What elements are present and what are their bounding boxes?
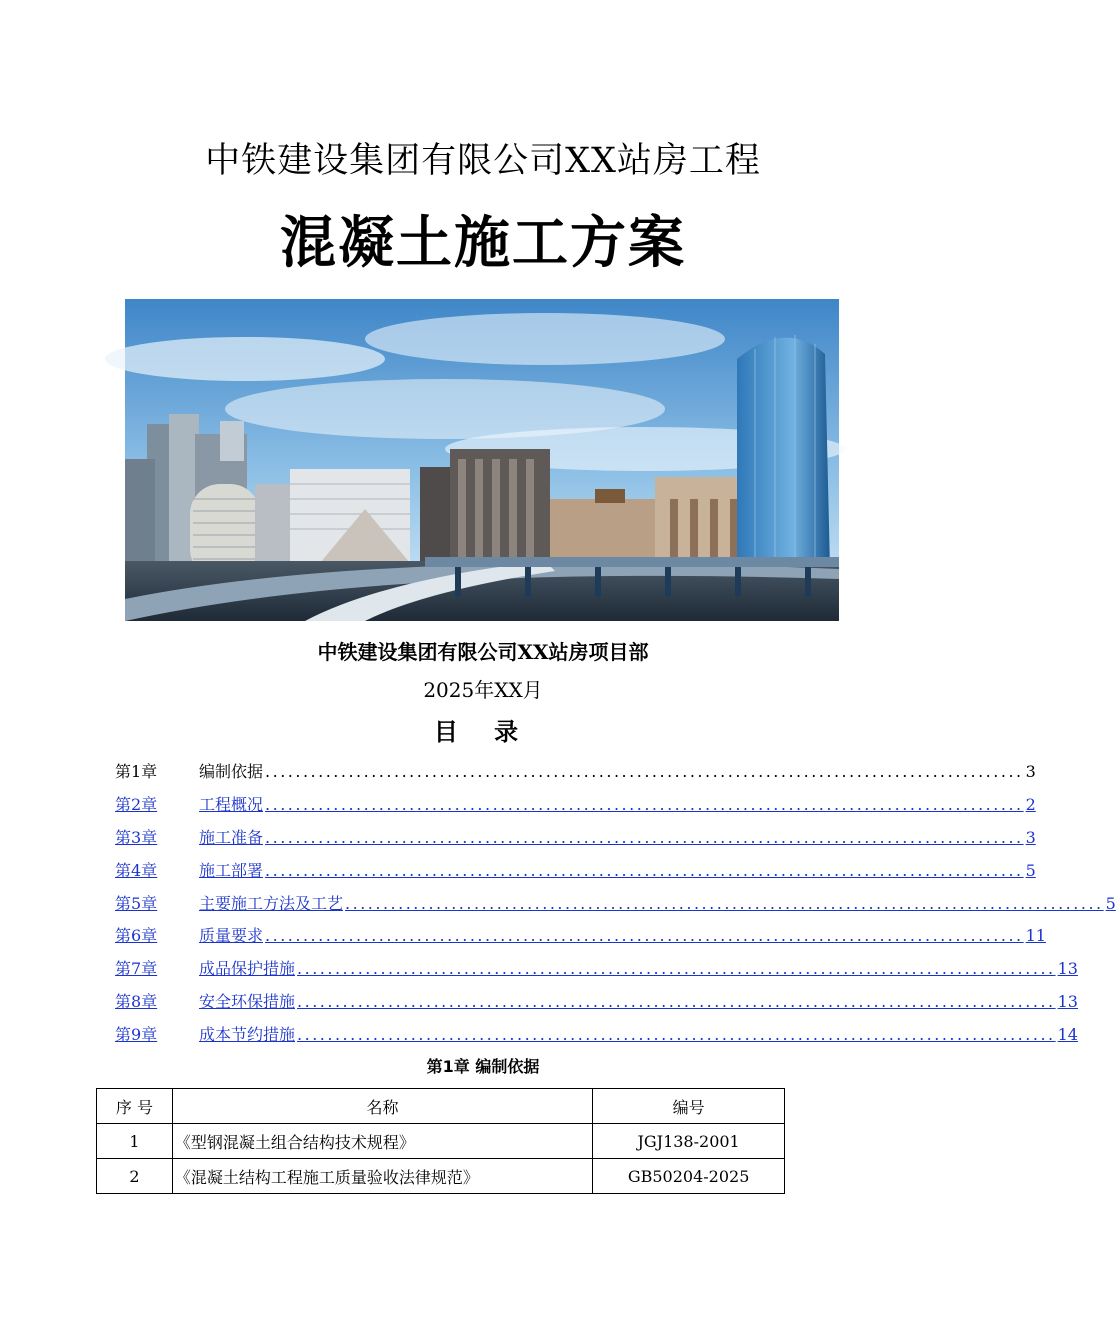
standard-name: 《混凝土结构工程施工质量验收法律规范》 [172, 1159, 592, 1194]
toc-page-number: 14 [1057, 1025, 1078, 1045]
toc-entry-name: 成品保护措施 [199, 959, 296, 979]
toc-entry-name: 安全环保措施 [199, 992, 296, 1012]
standard-code: JGJ138-2001 [593, 1124, 785, 1159]
standard-name: 《型钢混凝土组合结构技术规程》 [172, 1124, 592, 1159]
standard-code: GB50204-2025 [593, 1159, 785, 1194]
toc-entry-name: 施工部署 [199, 860, 264, 880]
column-header-name: 名称 [172, 1089, 592, 1124]
toc-page-number: 5 [1105, 893, 1116, 913]
toc-leader: .................................................................................................... [297, 992, 1056, 1012]
table-header-row [97, 1089, 785, 1124]
reference-standards-table [96, 1088, 785, 1194]
toc-chapter: 第6章 [115, 926, 158, 946]
toc-chapter: 第9章 [115, 1025, 158, 1045]
toc-entry[interactable] [115, 856, 1036, 889]
column-header-index: 序 号 [97, 1089, 173, 1124]
row-index: 1 [97, 1124, 173, 1159]
toc-chapter: 第5章 [115, 893, 158, 913]
toc-entry[interactable] [115, 954, 1078, 987]
toc-entry[interactable] [115, 921, 1046, 954]
table-of-contents [115, 757, 1116, 1053]
row-index: 2 [97, 1159, 173, 1194]
section-heading: 第1章 编制依据 [426, 1057, 540, 1076]
toc-page-number: 3 [1025, 762, 1036, 781]
document-subtitle: 混凝土施工方案 [280, 210, 686, 276]
toc-page-number: 13 [1057, 959, 1078, 979]
toc-page-number: 5 [1025, 860, 1036, 880]
toc-entry-name: 成本节约措施 [199, 1025, 296, 1045]
toc-leader: .................................................................................................... [265, 926, 1024, 946]
toc-entry-name: 质量要求 [199, 926, 264, 946]
toc-leader: .................................................................................................... [345, 893, 1104, 913]
toc-entry[interactable] [115, 889, 1116, 922]
toc-leader: .................................................................................................... [265, 762, 1024, 781]
toc-page-number: 2 [1025, 794, 1036, 814]
toc-chapter: 第4章 [115, 860, 158, 880]
toc-page-number: 3 [1025, 827, 1036, 847]
toc-page-number: 13 [1057, 992, 1078, 1012]
toc-entry[interactable] [115, 790, 1036, 823]
toc-chapter: 第1章 [115, 762, 158, 781]
toc-entry-name: 工程概况 [199, 794, 264, 814]
toc-entry-name: 编制依据 [199, 762, 264, 781]
table-row [97, 1124, 785, 1159]
organization-name: 中铁建设集团有限公司XX站房项目部 [317, 640, 649, 664]
toc-leader: .................................................................................................... [265, 827, 1024, 847]
toc-title: 目 录 [433, 717, 533, 746]
toc-entry[interactable] [115, 987, 1078, 1020]
toc-entry-name: 主要施工方法及工艺 [199, 893, 344, 913]
toc-chapter: 第2章 [115, 794, 158, 814]
toc-leader: .................................................................................................... [265, 794, 1024, 814]
toc-entry[interactable] [115, 1020, 1078, 1053]
toc-leader: .................................................................................................... [265, 860, 1024, 880]
document-date: 2025年XX月 [423, 678, 543, 702]
toc-leader: .................................................................................................... [297, 959, 1056, 979]
column-header-code: 编号 [593, 1089, 785, 1124]
toc-page-number: 11 [1025, 926, 1046, 946]
document-title: 中铁建设集团有限公司XX站房工程 [205, 141, 761, 181]
city-skyline-overpass-photo [125, 299, 839, 621]
toc-chapter: 第3章 [115, 827, 158, 847]
toc-entry[interactable] [115, 757, 1036, 790]
toc-entry-name: 施工准备 [199, 827, 264, 847]
toc-chapter: 第7章 [115, 959, 158, 979]
table-row [97, 1159, 785, 1194]
toc-chapter: 第8章 [115, 992, 158, 1012]
toc-entry[interactable] [115, 823, 1036, 856]
toc-leader: .................................................................................................... [297, 1025, 1056, 1045]
